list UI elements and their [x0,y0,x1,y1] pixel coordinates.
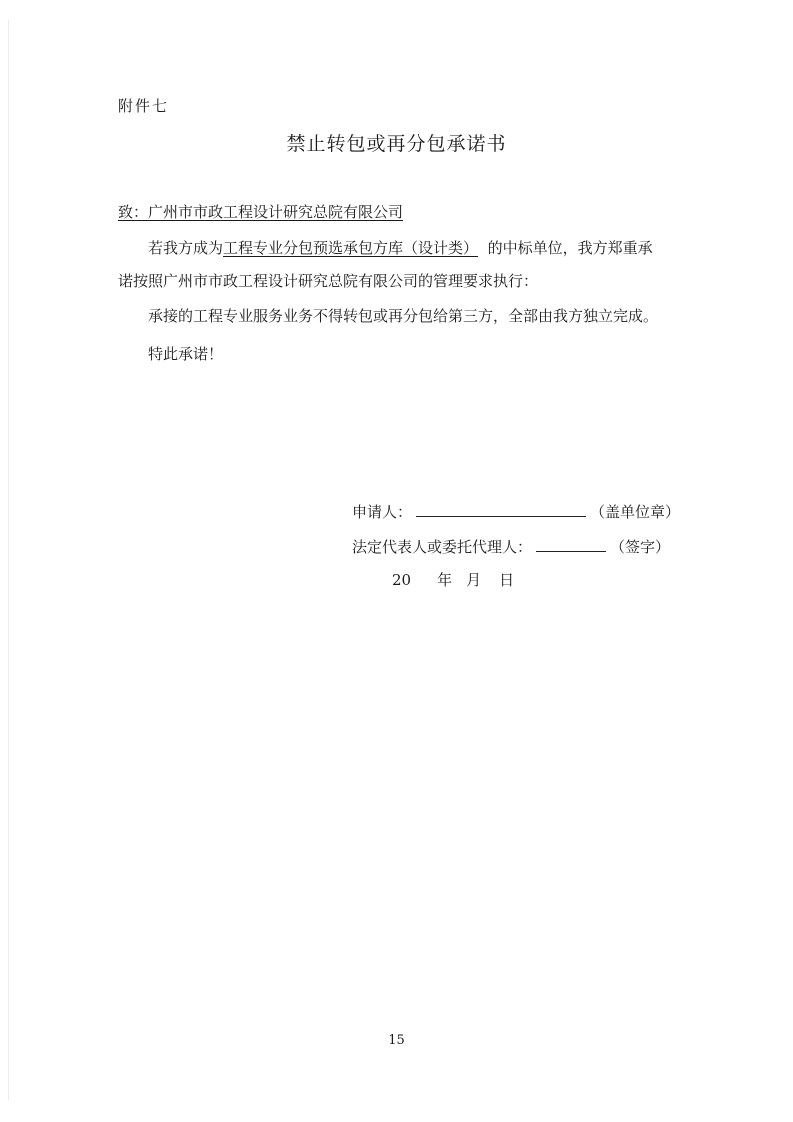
project-name: 工程专业分包预选承包方库（设计类） [223,239,479,257]
date-month-unit: 月 [466,571,482,589]
no-subcontract-paragraph: 承接的工程专业服务业务不得转包或再分包给第三方，全部由我方独立完成。 [148,307,659,325]
date-day-unit: 日 [499,571,515,589]
representative-label: 法定代表人或委托代理人： [352,538,533,556]
para1-prefix: 若我方成为 [148,239,224,257]
addressee: 致：广州市市政工程设计研究总院有限公司 [118,203,404,221]
scan-edge-line [8,20,9,1100]
representative-line [352,537,670,557]
para1-suffix: 的中标单位，我方郑重承 [487,239,653,257]
applicant-seal-note: （盖单位章） [590,503,681,521]
closing-statement: 特此承诺！ [148,345,224,363]
applicant-line [352,502,680,522]
document-title: 禁止转包或再分包承诺书 [286,133,507,155]
attachment-label: 附件七 [118,97,170,115]
commitment-paragraph-line2: 诺按照广州市市政工程设计研究总院有限公司的管理要求执行： [118,272,539,290]
representative-sign-note: （签字） [610,538,671,556]
date-year: 20 [392,571,412,589]
applicant-blank[interactable] [416,502,586,517]
commitment-paragraph-line1 [148,238,653,258]
date-line [392,570,514,590]
applicant-label: 申请人： [352,503,413,521]
representative-blank[interactable] [536,537,606,552]
page-number: 15 [388,1033,405,1048]
date-year-unit: 年 [437,571,453,589]
